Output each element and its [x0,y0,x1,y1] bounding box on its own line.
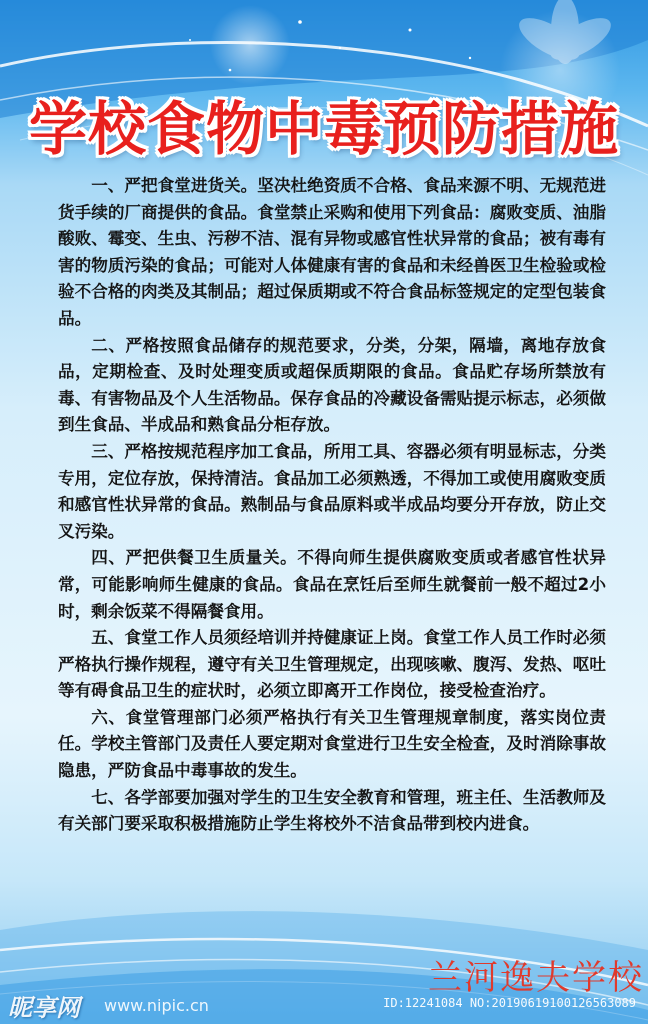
measure-paragraph: 一、严把食堂进货关。坚决杜绝资质不合格、食品来源不明、无规范进货手续的厂商提供的食品。食堂禁止采购和使用下列食品：腐败变质、油脂酸败、霉变、生虫、污秽不洁、混有异物或感官性状异常的食品；被有毒有害的物质污染的食品；可能对人体健康有害的食品和未经兽医卫生检验或检验不合格的肉类及其制品；超过保质期或不符合食品标签规定的定型包装食品。 [58,176,606,328]
measure-paragraph: 七、各学部要加强对学生的卫生安全教育和管理，班主任、生活教师及有关部门要采取积极措施防止学生将校外不洁食品带到校内进食。 [58,787,606,834]
watermark-url: www.nipic.cn [104,996,209,1015]
measure-paragraph: 四、严把供餐卫生质量关。不得向师生提供腐败变质或者感官性状异常，可能影响师生健康的食品。食品在烹饪后至师生就餐前一般不超过2小时，剩余饭菜不得隔餐食用。 [58,548,606,621]
page-title: 学校食物中毒预防措施 [28,95,619,163]
school-name: 兰河逸夫学校 [428,958,644,998]
watermark-brand: 昵享网 [8,994,80,1022]
watermark-id: ID:12241084 NO:20190619100126563089 [383,996,636,1010]
measure-paragraph: 二、严格按照食品储存的规范要求，分类，分架，隔墙，离地存放食品，定期检查、及时处理变质或超保质期限的食品。食品贮存场所禁放有毒、有害物品及个人生活物品。保存食品的冷藏设备需贴提示标志，必须做到生食品、半成品和熟食品分柜存放。 [58,335,606,435]
measures-body [58,173,606,838]
measure-paragraph: 五、食堂工作人员须经培训并持健康证上岗。食堂工作人员工作时必须严格执行操作规程，遵守有关卫生管理规定，出现咳嗽、腹泻、发热、呕吐等有碍食品卫生的症状时，必须立即离开工作岗位，接受检查治疗。 [58,628,606,701]
measure-paragraph: 三、严格按规范程序加工食品，所用工具、容器必须有明显标志，分类专用，定位存放，保持清洁。食品加工必须熟透，不得加工或使用腐败变质和感官性状异常的食品。熟制品与食品原料或半成品均要分开存放，防止交叉污染。 [58,441,606,541]
measure-paragraph: 六、食堂管理部门必须严格执行有关卫生管理规章制度，落实岗位责任。学校主管部门及责任人要定期对食堂进行卫生安全检查，及时消除事故隐患，严防食品中毒事故的发生。 [58,707,606,781]
